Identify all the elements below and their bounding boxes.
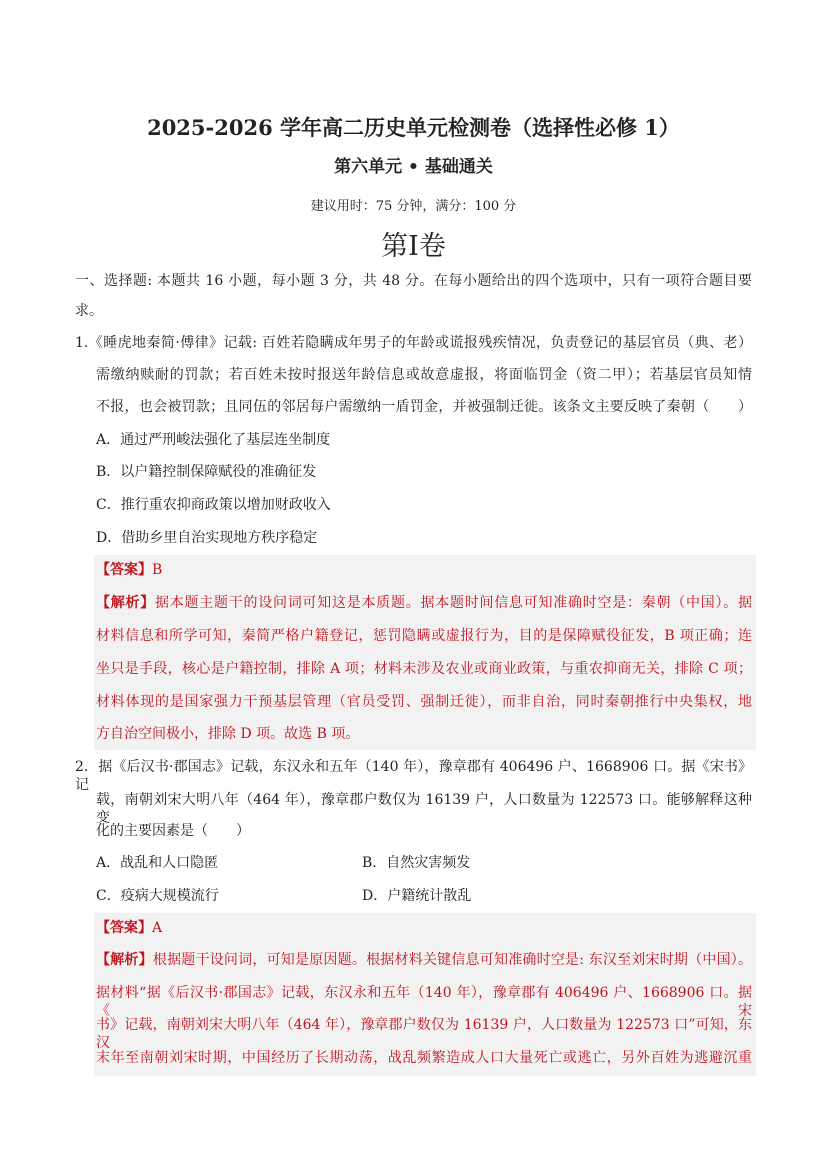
- question-1-option-c: C．推行重农抑商政策以增加财政收入: [96, 497, 331, 513]
- question-2-option-a: A．战乱和人口隐匿: [96, 855, 219, 871]
- question-1-analysis: 坐只是手段，核心是户籍控制，排除 A 项；材料未涉及农业或商业政策，与重农抑商无关，排除 C 项；: [96, 661, 752, 677]
- question-1-analysis: 方自治空间极小，排除 D 项。故选 B 项。: [96, 726, 360, 742]
- question-1-analysis: 材料体现的是国家强力干预基层管理（官员受罚、强制迁徙），而非自治，同时秦朝推行中央集权，地: [96, 694, 752, 710]
- exam-title: 2025-2026 学年高二历史单元检测卷（选择性必修 1）: [147, 115, 680, 140]
- question-1-stem: 不报，也会被罚款；且同伍的邻居每户需缴纳一盾罚金，并被强制迁徙。该条文主要反映了秦朝（ ）: [96, 399, 752, 415]
- volume-heading: 第Ⅰ卷: [381, 231, 446, 262]
- question-2-answer: [96, 919, 162, 937]
- question-2-stem: 化的主要因素是（ ）: [96, 823, 250, 839]
- time-info: 建议用时：75 分钟，满分：100 分: [310, 199, 517, 214]
- question-1-stem: 1.《睡虎地秦简·傅律》记载: 百姓若隐瞒成年男子的年龄或谎报残疾情况，负责登记的基层官员（典、老）: [75, 335, 752, 351]
- question-1-analysis: [96, 594, 752, 612]
- question-2-analysis: 书》记载，南朝刘宋大明八年（464 年），豫章郡户数仅为 16139 户，人口数量为 122573 口”可知，东汉: [96, 1017, 752, 1051]
- section-instructions: 一、选择题: 本题共 16 小题，每小题 3 分，共 48 分。在每小题给出的四个选项中，只有一项符合题目要: [75, 273, 752, 289]
- question-1-option-d: D．借助乡里自治实现地方秩序稳定: [96, 530, 318, 546]
- question-2-analysis: [96, 951, 752, 969]
- question-2-option-d: D．户籍统计散乱: [362, 888, 472, 904]
- question-2-stem: 载，南朝刘宋大明八年（464 年），豫章郡户数仅为 16139 户，人口数量为 122573 口。能够解释这种变: [96, 792, 752, 826]
- section-instructions-cont: 求。: [75, 303, 103, 319]
- question-2-analysis: 据材料“据《后汉书·郡国志》记载，东汉永和五年（140 年），豫章郡有 406496 户、1668906 口。据《宋: [96, 985, 752, 1019]
- question-1-stem: 需缴纳赎耐的罚款；若百姓未按时报送年龄信息或故意虚报，将面临罚金（资二甲）；若基层官员知情: [96, 367, 752, 383]
- question-2-stem: 2．据《后汉书·郡国志》记载，东汉永和五年（140 年），豫章郡有 406496 户、1668906 口。据《宋书》记: [75, 759, 752, 793]
- analysis-label: 【解析】: [96, 595, 155, 611]
- question-1-analysis: 材料信息和所学可知，秦简严格户籍登记，惩罚隐瞒或虚报行为，目的是保障赋役征发，B 项正确；连: [96, 628, 752, 644]
- question-1-option-b: B．以户籍控制保障赋役的准确征发: [96, 464, 317, 480]
- unit-subtitle: 第六单元 • 基础通关: [334, 157, 493, 177]
- analysis-text: 根据题干设问词，可知是原因题。根据材料关键信息可知准确时空是: 东汉至刘宋时期（中国）。: [152, 952, 752, 968]
- analysis-text: 据本题主题干的设问词可知这是本质题。据本题时间信息可知准确时空是：秦朝（中国）。据: [155, 595, 752, 611]
- question-1-answer-box: [94, 555, 756, 750]
- question-1-answer: [96, 561, 162, 579]
- answer-value: B: [152, 562, 163, 578]
- question-2-option-b: B．自然灾害频发: [362, 855, 471, 871]
- answer-label: 【答案】: [96, 562, 152, 578]
- question-2-analysis: 末年至南朝刘宋时期，中国经历了长期动荡，战乱频繁造成人口大量死亡或逃亡，另外百姓为逃避沉重: [96, 1050, 752, 1066]
- answer-label: 【答案】: [96, 920, 152, 936]
- answer-value: A: [152, 920, 163, 936]
- analysis-label: 【解析】: [96, 952, 153, 968]
- question-2-option-c: C．疫病大规模流行: [96, 888, 219, 904]
- question-1-option-a: A．通过严刑峻法强化了基层连坐制度: [96, 432, 331, 448]
